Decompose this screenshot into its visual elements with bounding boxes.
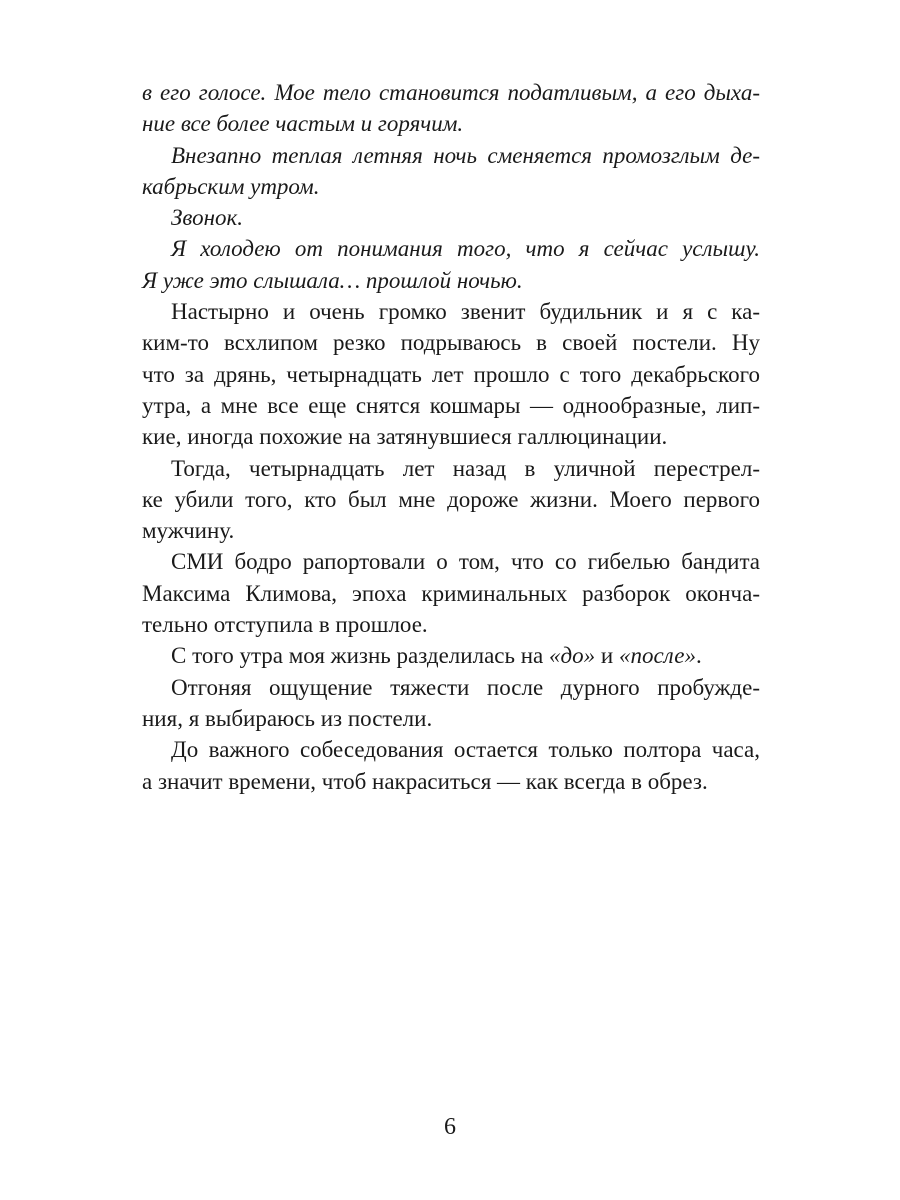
- text-line: мужчину.: [142, 518, 235, 544]
- text-line: ким-то всхлипом резко подрываюсь в своей постели. Ну: [142, 330, 760, 356]
- text-line: Тогда, четырнадцать лет назад в уличной перестрел-: [171, 455, 760, 481]
- text-run-italic: «до»: [549, 643, 596, 669]
- text-line: До важного собеседования остается только полтора часа,: [171, 737, 760, 763]
- text-line: Я уже это слышала… прошлой ночью.: [142, 267, 523, 293]
- text-line: Я холодею от понимания того, что я сейчас услышу.: [171, 236, 760, 262]
- text-line: ке убили того, кто был мне дороже жизни. Моего первого: [142, 486, 760, 512]
- text-line: Отгоняя ощущение тяжести после дурного пробужде-: [171, 674, 760, 700]
- text-line: Внезапно теплая летняя ночь сменяется промозглым де-: [171, 142, 760, 168]
- text-line: а значит времени, чтоб накраситься — как всегда в обрез.: [142, 768, 708, 794]
- page-number: 6: [444, 1114, 456, 1140]
- text-line: в его голосе. Мое тело становится податливым, а его дыха-: [142, 80, 760, 105]
- text-line: тельно отступила в прошлое.: [142, 612, 428, 638]
- text-line: ния, я выбираюсь из постели.: [142, 705, 433, 731]
- text-run-italic: «после»: [618, 643, 696, 669]
- text-line: Настырно и очень громко звенит будильник и я с ка-: [171, 299, 760, 325]
- text-line: ние все более частым и горячим.: [142, 111, 464, 137]
- text-line: что за дрянь, четырнадцать лет прошло с того декабрьского: [142, 361, 760, 387]
- text-line: кабрьским утром.: [142, 173, 320, 199]
- text-line: Звонок.: [171, 205, 243, 231]
- text-line: кие, иногда похожие на затянувшиеся галлюцинации.: [142, 424, 668, 450]
- text-run: .: [695, 643, 702, 669]
- text-line: Максима Климова, эпоха криминальных разборок оконча-: [142, 580, 760, 606]
- text-run: С того утра моя жизнь разделилась на: [171, 643, 549, 669]
- body-text: [142, 77, 760, 797]
- text-line: [142, 640, 760, 671]
- text-run: и: [595, 643, 619, 669]
- text-line: СМИ бодро рапортовали о том, что со гибелью бандита: [171, 549, 760, 575]
- text-line: утра, а мне все еще снятся кошмары — однообразные, лип-: [142, 392, 760, 418]
